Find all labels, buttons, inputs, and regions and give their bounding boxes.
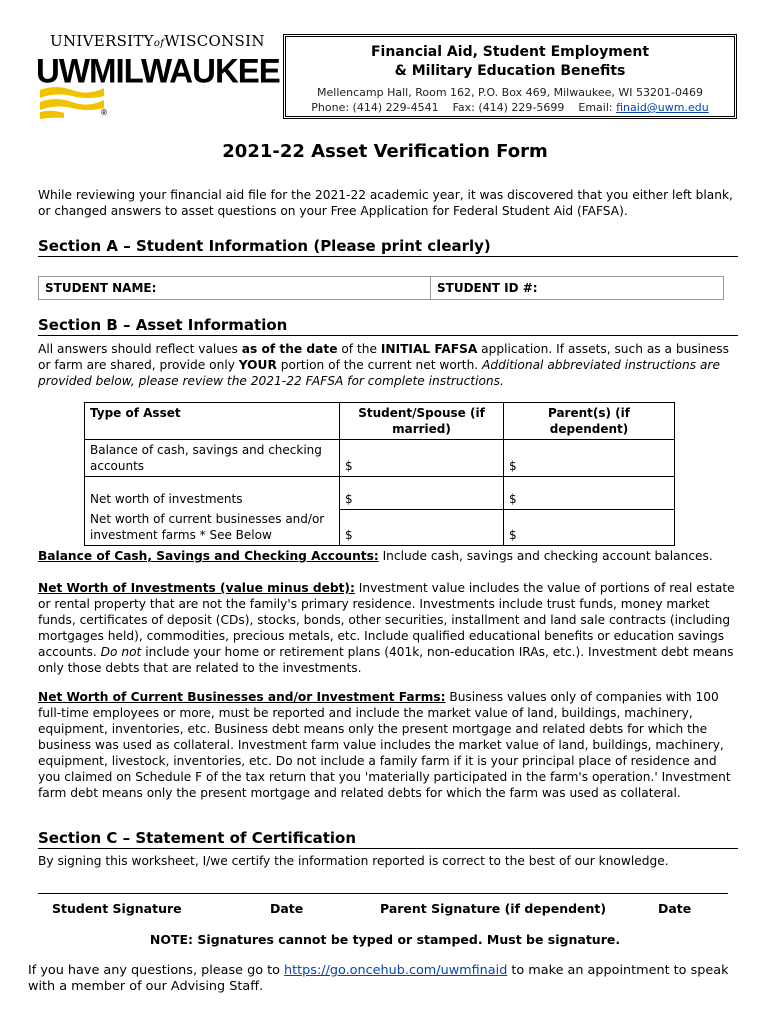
logo-uwm: UWMILWAUKEE [36,51,280,90]
table-row [85,477,675,510]
footer-text: If you have any questions, please go to https://go.oncehub.com/uwmfinaid to make an appointment to speak with a member of our Advising Staff. [28,963,729,994]
asset-label: Balance of cash, savings and checking accounts [85,440,340,477]
student-info-box [38,276,724,300]
date-label-1: Date [270,901,304,916]
cash-instructions: Balance of Cash, Savings and Checking Accounts: Include cash, savings and checking account balances. [38,549,713,563]
office-name-line1: Financial Aid, Student Employment [370,44,650,60]
office-name-line2: & Military Education Benefits [394,63,626,79]
student-business-field[interactable]: $ [340,509,504,546]
table-row [85,440,675,477]
investment-instructions: Net Worth of Investments (value minus debt): Investment value includes the value of portions of real estate or rental property that are not the family's primary residence. Investments include trust funds, money market funds, certificates of deposit (CDs), stocks, bonds, other securities, installment and land sale contracts (including mortgages held), commodities, precious metals, etc. Include qualified educational benefits or education savings accounts. Do not include your home or retirement plans (401k, non-education IRAs, etc.). Investment debt means only those debts that are related to the investments. [38,581,735,675]
logo-registered-mark: ® [100,108,108,117]
parent-business-field[interactable]: $ [504,509,675,546]
office-address: Mellencamp Hall, Room 162, P.O. Box 469, Milwaukee, WI 53201-0469 [317,86,703,99]
email-link[interactable]: finaid@uwm.edu [616,101,709,114]
parent-cash-field[interactable]: $ [504,440,675,477]
student-investments-field[interactable]: $ [340,477,504,510]
signature-line[interactable] [38,893,728,894]
asset-label: Net worth of current businesses and/or investment farms * See Below [85,509,340,546]
office-contact: Phone: (414) 229-4541 Fax: (414) 229-5699 Email: finaid@uwm.edu [311,101,709,114]
intro-paragraph: While reviewing your financial aid file for the 2021-22 academic year, it was discovered that you either left blank, or changed answers to asset questions on your Free Application for Federal Student Aid (FAFSA). [38,188,733,218]
student-id-field[interactable]: STUDENT ID #: [437,281,538,295]
logo-flag-icon [38,84,108,120]
student-signature-label: Student Signature [52,901,182,916]
asset-label: Net worth of investments [85,477,340,510]
date-label-2: Date [658,901,692,916]
office-header-box [283,34,737,119]
signature-note: NOTE: Signatures cannot be typed or stamped. Must be signature. [149,932,621,947]
parent-signature-label: Parent Signature (if dependent) [380,901,607,916]
table-row [85,509,675,546]
asset-table [84,402,675,546]
logo-university-line: UNIVERSITYofWISCONSIN [50,32,265,50]
col-parents: Parent(s) (if dependent) [504,403,675,440]
form-title: 2021-22 Asset Verification Form [222,141,548,162]
col-type-of-asset: Type of Asset [85,403,340,440]
section-b-intro: All answers should reflect values as of the date of the INITIAL FAFSA application. If assets, such as a business or farm are shared, provide only YOUR portion of the current net worth. Additional abbreviated instructions are provided below, please review the 2021-22 FAFSA for complete instructions. [38,342,729,388]
section-a-heading: Section A – Student Information (Please print clearly) [38,237,738,257]
parent-investments-field[interactable]: $ [504,477,675,510]
col-student-spouse: Student/Spouse (if married) [340,403,504,440]
asset-table-header [85,403,675,440]
student-cash-field[interactable]: $ [340,440,504,477]
appointment-link[interactable]: https://go.oncehub.com/uwmfinaid [284,963,508,978]
certification-text: By signing this worksheet, I/we certify the information reported is correct to the best of our knowledge. [38,854,669,868]
business-instructions: Net Worth of Current Businesses and/or Investment Farms: Business values only of companies with 100 full-time employees or more, must be reported and include the market value of land, buildings, machinery, equipment, inventories, etc. Business debt means only the present mortgage and related debts for which the business was used as collateral. Investment farm value includes the market value of land, buildings, machinery, equipment, livestock, inventories, etc. Do not include a family farm if it is your principal place of residence and you claimed on Schedule F of the tax return that you 'materially participated in the farm's operation.' Investment farm debt means only the present mortgage and related debts for which the farm was used as collateral. [38,690,731,800]
student-name-field[interactable]: STUDENT NAME: [39,277,431,299]
section-c-heading: Section C – Statement of Certification [38,829,738,849]
section-b-heading: Section B – Asset Information [38,316,738,336]
